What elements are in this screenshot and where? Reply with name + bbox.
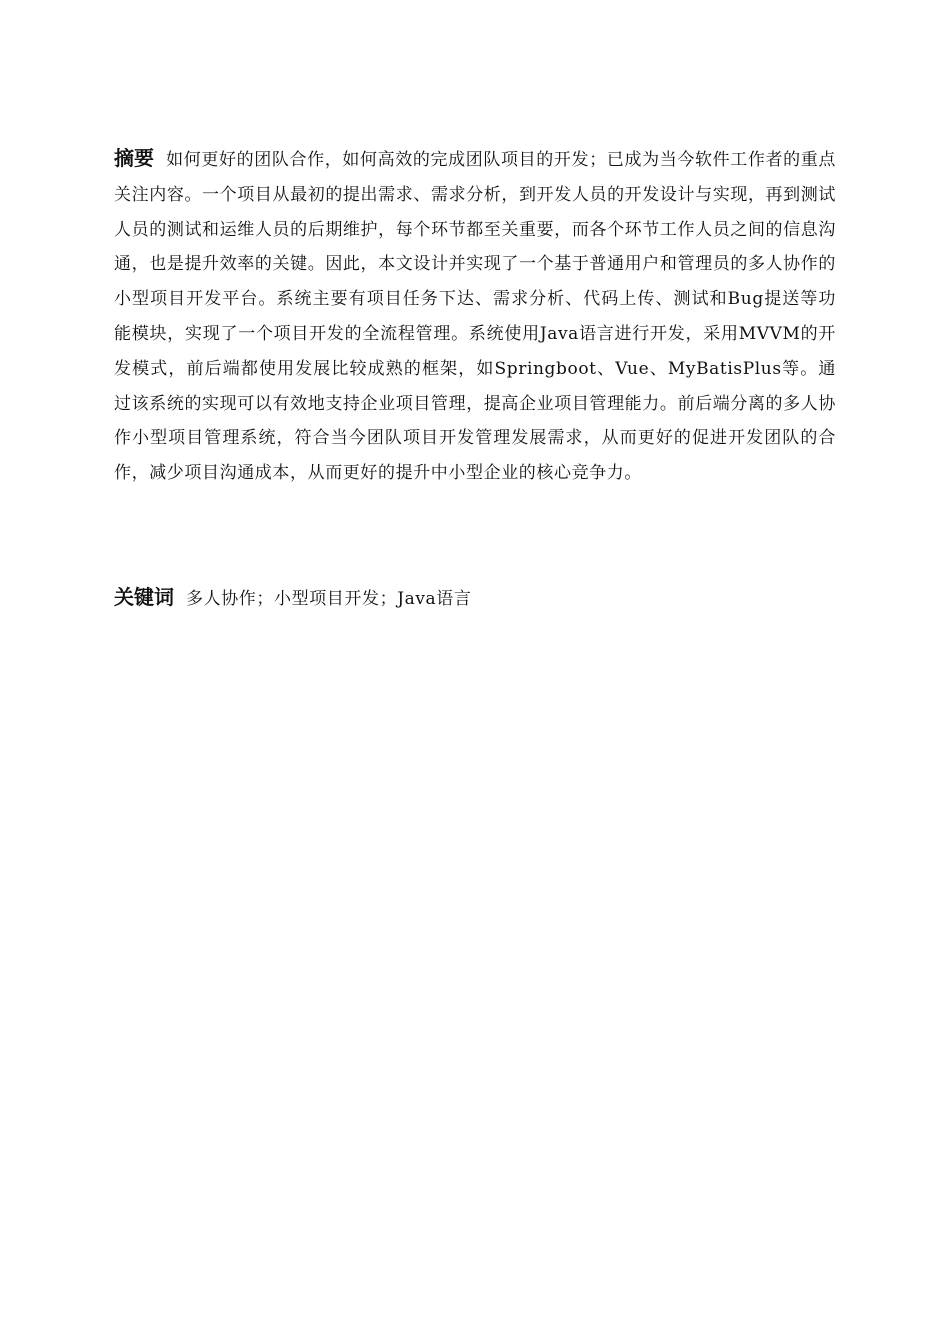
keywords-label: 关键词 bbox=[114, 585, 174, 609]
abstract-label: 摘要 bbox=[114, 146, 155, 170]
keywords-paragraph bbox=[114, 580, 836, 617]
keywords-text: 多人协作；小型项目开发；Java语言 bbox=[186, 589, 472, 609]
abstract-text: 如何更好的团队合作，如何高效的完成团队项目的开发；已成为当今软件工作者的重点关注内容。一个项目从最初的提出需求、需求分析，到开发人员的开发设计与实现，再到测试人员的测试和运维人员的后期维护，每个环节都至关重要，而各个环节工作人员之间的信息沟通，也是提升效率的关键。因此，本文设计并实现了一个基于普通用户和管理员的多人协作的小型项目开发平台。系统主要有项目任务下达、需求分析、代码上传、测试和Bug提送等功能模块，实现了一个项目开发的全流程管理。系统使用Java语言进行开发，采用MVVM的开发模式，前后端都使用发展比较成熟的框架，如Springboot、Vue、MyBatisPlus等。通过该系统的实现可以有效地支持企业项目管理，提高企业项目管理能力。前后端分离的多人协作小型项目管理系统，符合当今团队项目开发管理发展需求，从而更好的促进开发团队的合作，减少项目沟通成本，从而更好的提升中小型企业的核心竞争力。 bbox=[114, 150, 836, 484]
abstract-paragraph bbox=[114, 141, 836, 491]
